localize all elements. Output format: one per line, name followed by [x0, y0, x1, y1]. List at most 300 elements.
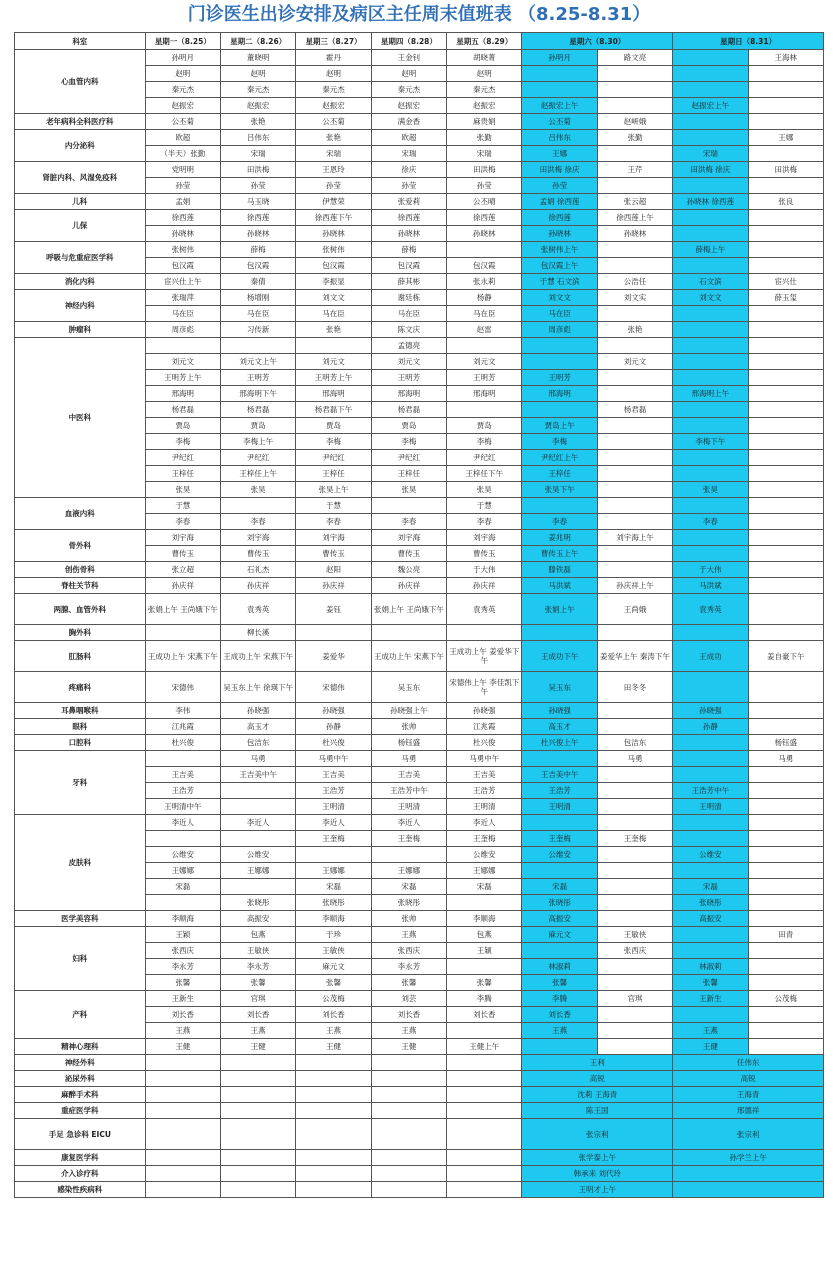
weekend-cell — [673, 50, 748, 66]
schedule-cell: 公丕晴 — [447, 194, 522, 210]
schedule-row — [15, 594, 824, 625]
schedule-cell: 王敏侠 — [296, 943, 371, 959]
weekend-cell: 陈王国 — [522, 1103, 673, 1119]
weekend-cell: 孟娟 徐西莲 — [522, 194, 597, 210]
department-name: 中医科 — [15, 338, 146, 498]
schedule-cell: 李近人 — [447, 815, 522, 831]
department-name: 内分泌科 — [15, 130, 146, 162]
schedule-cell: 秦元杰 — [221, 82, 296, 98]
weekend-cell: 王明芳 — [522, 370, 597, 386]
schedule-cell: 张西庆 — [145, 943, 220, 959]
schedule-cell: 薛梅 — [371, 242, 446, 258]
schedule-cell — [447, 1103, 522, 1119]
weekend-cell: 邢德祥 — [673, 1103, 824, 1119]
schedule-cell — [597, 863, 672, 879]
schedule-cell: 高玉才 — [221, 719, 296, 735]
schedule-cell: 张馨 — [221, 975, 296, 991]
schedule-cell — [597, 466, 672, 482]
schedule-cell — [296, 1055, 371, 1071]
schedule-cell: 邢海明 — [296, 386, 371, 402]
weekend-cell — [673, 815, 748, 831]
schedule-cell: 魏公亮 — [371, 562, 446, 578]
schedule-cell — [597, 98, 672, 114]
weekend-cell: 张娟上午 — [522, 594, 597, 625]
schedule-cell — [748, 911, 823, 927]
weekend-cell: 林淑莉 — [522, 959, 597, 975]
weekend-cell: 孙晓强 — [673, 703, 748, 719]
schedule-cell — [447, 1182, 522, 1198]
department-name: 皮肤科 — [15, 815, 146, 911]
schedule-cell: 马勇 — [748, 751, 823, 767]
schedule-cell: 官琪 — [597, 991, 672, 1007]
schedule-cell: 王浩芳 — [145, 783, 220, 799]
schedule-cell: 王海林 — [748, 50, 823, 66]
schedule-cell: 宋德伟 — [145, 672, 220, 703]
schedule-cell: 孙晓林 — [296, 226, 371, 242]
schedule-row — [15, 194, 824, 210]
schedule-cell: 王梓任 — [145, 466, 220, 482]
schedule-cell: 王明清 — [447, 799, 522, 815]
schedule-cell — [597, 338, 672, 354]
schedule-cell: 刘元文 — [296, 354, 371, 370]
schedule-cell: 马在臣 — [145, 306, 220, 322]
schedule-cell — [748, 863, 823, 879]
weekend-cell — [673, 625, 748, 641]
schedule-cell: 张爱莉 — [371, 194, 446, 210]
schedule-cell — [296, 1087, 371, 1103]
schedule-cell: 赵振宏 — [447, 98, 522, 114]
weekend-cell: 李春 — [673, 514, 748, 530]
schedule-cell: 刘文实 — [597, 290, 672, 306]
schedule-cell: 柳长溪 — [221, 625, 296, 641]
weekend-cell — [673, 114, 748, 130]
schedule-cell: 李梅上午 — [221, 434, 296, 450]
schedule-cell: 张艳 — [221, 114, 296, 130]
schedule-cell: 张勤 — [597, 130, 672, 146]
weekend-cell — [673, 450, 748, 466]
weekend-cell: 赵振宏上午 — [522, 98, 597, 114]
schedule-cell — [597, 975, 672, 991]
weekend-cell — [673, 927, 748, 943]
schedule-cell — [221, 879, 296, 895]
schedule-cell: 张晓彤 — [296, 895, 371, 911]
schedule-cell — [145, 751, 220, 767]
schedule-cell — [296, 338, 371, 354]
schedule-cell — [597, 719, 672, 735]
schedule-cell — [748, 354, 823, 370]
weekend-cell: 张学泰上午 — [522, 1150, 673, 1166]
schedule-cell: 杨君磊下午 — [296, 402, 371, 418]
schedule-cell: 马在臣 — [221, 306, 296, 322]
schedule-cell: 董晓明 — [221, 50, 296, 66]
schedule-cell: 公维安 — [447, 847, 522, 863]
schedule-cell — [371, 1150, 446, 1166]
schedule-cell: 于慧 — [296, 498, 371, 514]
schedule-cell: 李春 — [371, 514, 446, 530]
schedule-cell — [447, 1087, 522, 1103]
schedule-cell: 张良 — [748, 194, 823, 210]
schedule-row — [15, 1119, 824, 1150]
weekend-cell: 宋磊 — [673, 879, 748, 895]
schedule-cell — [748, 514, 823, 530]
schedule-cell: 孙庆祥 — [145, 578, 220, 594]
schedule-cell — [145, 1055, 220, 1071]
schedule-cell: 刘宇海 — [296, 530, 371, 546]
schedule-cell: 张娟上午 王尚娥下午 — [371, 594, 446, 625]
schedule-cell — [597, 625, 672, 641]
schedule-row — [15, 210, 824, 226]
weekend-cell — [522, 354, 597, 370]
schedule-cell: 张西庆 — [597, 943, 672, 959]
schedule-cell: 李近人 — [221, 815, 296, 831]
department-name: 眼科 — [15, 719, 146, 735]
schedule-cell — [748, 1023, 823, 1039]
schedule-cell — [145, 895, 220, 911]
schedule-cell: 马勇 — [371, 751, 446, 767]
weekend-cell — [673, 1007, 748, 1023]
schedule-row — [15, 703, 824, 719]
schedule-cell — [221, 783, 296, 799]
schedule-cell: 孙庆祥上午 — [597, 578, 672, 594]
schedule-cell: 秦元杰 — [145, 82, 220, 98]
schedule-cell: 包燕 — [447, 927, 522, 943]
schedule-cell: 公茂梅 — [748, 991, 823, 1007]
weekend-cell: 孙静 — [673, 719, 748, 735]
schedule-cell — [748, 338, 823, 354]
schedule-cell: 王健 — [221, 1039, 296, 1055]
schedule-cell: 赵雷 — [447, 322, 522, 338]
schedule-cell: 王娜娜 — [296, 863, 371, 879]
schedule-cell: 包洁东 — [221, 735, 296, 751]
schedule-sheet — [14, 32, 824, 1198]
schedule-cell: 王颖 — [447, 943, 522, 959]
schedule-cell: 孙明月 — [145, 50, 220, 66]
weekend-cell: 马洪斌 — [673, 578, 748, 594]
department-name: 脊柱关节科 — [15, 578, 146, 594]
schedule-cell — [145, 1119, 220, 1150]
schedule-cell: 杜兴俊 — [447, 735, 522, 751]
schedule-row — [15, 641, 824, 672]
schedule-cell: 张艳 — [296, 322, 371, 338]
schedule-cell: 包汉霞 — [296, 258, 371, 274]
schedule-row — [15, 719, 824, 735]
schedule-row — [15, 338, 824, 354]
schedule-cell — [748, 498, 823, 514]
weekend-cell: 王成功 — [673, 641, 748, 672]
schedule-cell — [748, 799, 823, 815]
schedule-row — [15, 130, 824, 146]
schedule-cell — [221, 498, 296, 514]
schedule-cell: 孙莹 — [296, 178, 371, 194]
schedule-cell: 李顺海 — [296, 911, 371, 927]
schedule-cell: 满金香 — [371, 114, 446, 130]
schedule-cell — [221, 338, 296, 354]
schedule-cell: 尹纪红 — [296, 450, 371, 466]
weekend-cell: 孙莹 — [522, 178, 597, 194]
schedule-cell: 刘长香 — [371, 1007, 446, 1023]
schedule-cell: 张艳 — [597, 322, 672, 338]
schedule-cell: 贾岛 — [145, 418, 220, 434]
schedule-cell — [748, 114, 823, 130]
header-mon: 星期一（8.25） — [145, 33, 220, 50]
weekend-cell — [522, 338, 597, 354]
schedule-cell — [447, 1119, 522, 1150]
schedule-cell — [748, 578, 823, 594]
schedule-cell: 孙晓强上午 — [371, 703, 446, 719]
weekend-cell — [522, 66, 597, 82]
schedule-cell: 张永莉 — [447, 274, 522, 290]
weekend-cell — [673, 831, 748, 847]
schedule-cell — [296, 847, 371, 863]
schedule-cell: 秦倩 — [221, 274, 296, 290]
schedule-cell — [597, 895, 672, 911]
schedule-cell: 王梓任下午 — [447, 466, 522, 482]
weekend-cell: 王吉美中午 — [522, 767, 597, 783]
schedule-cell: 李春 — [447, 514, 522, 530]
schedule-cell — [597, 386, 672, 402]
weekend-cell — [673, 943, 748, 959]
schedule-cell: 刘宇海 — [371, 530, 446, 546]
schedule-cell: 孙晓林 — [221, 226, 296, 242]
weekend-cell — [673, 1166, 824, 1182]
schedule-cell: 尹纪红 — [221, 450, 296, 466]
schedule-cell — [597, 1039, 672, 1055]
department-name: 心血管内科 — [15, 50, 146, 114]
weekend-cell — [673, 66, 748, 82]
schedule-cell: 张勤 — [447, 130, 522, 146]
schedule-cell — [748, 672, 823, 703]
header-thu: 星期四（8.28） — [371, 33, 446, 50]
schedule-cell: 宋瑞 — [371, 146, 446, 162]
schedule-cell: 王敏侠 — [221, 943, 296, 959]
schedule-cell: 贾岛 — [447, 418, 522, 434]
schedule-cell — [221, 831, 296, 847]
schedule-cell: 王尚娥 — [597, 594, 672, 625]
schedule-cell: 张瑞萍 — [145, 290, 220, 306]
weekend-cell — [522, 751, 597, 767]
schedule-cell: 杨增刚 — [221, 290, 296, 306]
weekend-cell: 韩承来 刘代玲 — [522, 1166, 673, 1182]
schedule-cell: 李永芳 — [145, 959, 220, 975]
schedule-cell — [371, 625, 446, 641]
schedule-cell — [145, 831, 220, 847]
weekend-cell: 薛梅上午 — [673, 242, 748, 258]
weekend-cell: 高振安 — [522, 911, 597, 927]
schedule-cell: 江兆霞 — [447, 719, 522, 735]
weekend-cell: 王利 — [522, 1055, 673, 1071]
weekend-cell: 于大伟 — [673, 562, 748, 578]
weekend-cell: 孙学兰上午 — [673, 1150, 824, 1166]
schedule-cell: 习传新 — [221, 322, 296, 338]
schedule-cell: 邢海明 — [371, 386, 446, 402]
weekend-cell: 刘长香 — [522, 1007, 597, 1023]
schedule-cell: 田洪梅 — [447, 162, 522, 178]
weekend-cell — [522, 1039, 597, 1055]
schedule-cell: 于珍 — [296, 927, 371, 943]
schedule-cell — [371, 1119, 446, 1150]
weekend-cell: 周彦彪 — [522, 322, 597, 338]
schedule-cell: 徐西莲 — [145, 210, 220, 226]
schedule-cell — [748, 703, 823, 719]
schedule-cell: 公浩任 — [597, 274, 672, 290]
schedule-cell: 包洁东 — [597, 735, 672, 751]
schedule-row — [15, 322, 824, 338]
schedule-cell: 公维安 — [145, 847, 220, 863]
schedule-cell — [296, 1119, 371, 1150]
weekend-cell: 孙晓强 — [522, 703, 597, 719]
schedule-cell: 刘元文 — [371, 354, 446, 370]
weekend-cell — [673, 258, 748, 274]
weekend-cell — [673, 82, 748, 98]
schedule-cell: 王健上午 — [447, 1039, 522, 1055]
schedule-cell: 王吉美 — [145, 767, 220, 783]
schedule-cell — [597, 562, 672, 578]
schedule-cell: 李梅 — [296, 434, 371, 450]
schedule-cell — [748, 258, 823, 274]
schedule-cell: 张昊 — [221, 482, 296, 498]
schedule-cell: 王燕 — [371, 927, 446, 943]
schedule-cell: 曹传玉 — [296, 546, 371, 562]
schedule-cell: 王吉美 — [447, 767, 522, 783]
schedule-cell: 公丕菊 — [145, 114, 220, 130]
schedule-cell — [748, 226, 823, 242]
schedule-cell — [748, 943, 823, 959]
schedule-cell: 杨静 — [447, 290, 522, 306]
schedule-cell: 宋磊 — [296, 879, 371, 895]
schedule-cell: 王娜娜 — [371, 863, 446, 879]
weekend-cell: 王健 — [673, 1039, 748, 1055]
weekend-cell: 张晓彤 — [522, 895, 597, 911]
weekend-cell: 马在臣 — [522, 306, 597, 322]
schedule-cell — [748, 82, 823, 98]
schedule-cell — [597, 498, 672, 514]
schedule-cell: 杨钰盛 — [748, 735, 823, 751]
schedule-cell: 秦元杰 — [296, 82, 371, 98]
weekend-cell: 张昊下午 — [522, 482, 597, 498]
schedule-cell — [748, 386, 823, 402]
schedule-cell: 田青 — [748, 927, 823, 943]
weekend-cell: 孙明月 — [522, 50, 597, 66]
schedule-cell: 徐西莲上午 — [597, 210, 672, 226]
department-name: 产科 — [15, 991, 146, 1039]
schedule-cell — [748, 879, 823, 895]
schedule-cell: 于慧 — [447, 498, 522, 514]
department-name: 手足 急诊科 EICU — [15, 1119, 146, 1150]
weekend-cell: 王娜 — [522, 146, 597, 162]
schedule-cell: 杨君磊 — [371, 402, 446, 418]
schedule-cell — [748, 322, 823, 338]
weekend-cell: 张宗利 — [522, 1119, 673, 1150]
weekend-cell: 李春 — [522, 514, 597, 530]
weekend-cell: 王明清 — [522, 799, 597, 815]
schedule-cell: 张树伟 — [145, 242, 220, 258]
weekend-cell: 张树伟上午 — [522, 242, 597, 258]
schedule-cell — [597, 546, 672, 562]
weekend-cell: 徐西莲 — [522, 210, 597, 226]
schedule-cell — [748, 815, 823, 831]
schedule-cell: 孙莹 — [221, 178, 296, 194]
schedule-cell — [748, 767, 823, 783]
weekend-cell — [673, 767, 748, 783]
weekend-cell: 麻元文 — [522, 927, 597, 943]
schedule-cell — [597, 482, 672, 498]
schedule-cell — [296, 1150, 371, 1166]
schedule-cell: 张帅 — [371, 719, 446, 735]
weekend-cell: 马洪斌 — [522, 578, 597, 594]
schedule-cell: 孟德亮 — [371, 338, 446, 354]
department-name: 疼痛科 — [15, 672, 146, 703]
schedule-cell: 张娟上午 王尚娥下午 — [145, 594, 220, 625]
schedule-cell: 张树伟 — [296, 242, 371, 258]
schedule-cell: 王燕 — [371, 1023, 446, 1039]
weekend-cell: 公维安 — [522, 847, 597, 863]
schedule-cell — [597, 370, 672, 386]
schedule-row — [15, 927, 824, 943]
schedule-cell: 麻贵娟 — [447, 114, 522, 130]
schedule-cell — [748, 895, 823, 911]
schedule-cell: 田冬冬 — [597, 672, 672, 703]
department-name: 消化内科 — [15, 274, 146, 290]
department-name: 血液内科 — [15, 498, 146, 530]
schedule-row — [15, 672, 824, 703]
schedule-cell: 宋瑞 — [221, 146, 296, 162]
weekend-cell — [673, 322, 748, 338]
schedule-cell: 李梅 — [145, 434, 220, 450]
schedule-cell — [597, 959, 672, 975]
weekend-cell: 高锐 — [522, 1071, 673, 1087]
schedule-cell: 刘宇海 — [145, 530, 220, 546]
header-dept: 科室 — [15, 33, 146, 50]
schedule-cell — [748, 450, 823, 466]
schedule-cell: 李腾 — [447, 991, 522, 1007]
weekend-cell — [522, 402, 597, 418]
schedule-cell: 张昊 — [371, 482, 446, 498]
schedule-cell: 田洪梅 — [748, 162, 823, 178]
schedule-cell: 孙静 — [296, 719, 371, 735]
department-name: 精神心理科 — [15, 1039, 146, 1055]
schedule-cell: 王吉美 — [371, 767, 446, 783]
schedule-cell: 马勇中午 — [447, 751, 522, 767]
schedule-cell: 马勇中午 — [296, 751, 371, 767]
department-name: 老年病科全科医疗科 — [15, 114, 146, 130]
schedule-cell — [748, 847, 823, 863]
schedule-cell — [748, 959, 823, 975]
schedule-cell: 王明芳 — [447, 370, 522, 386]
schedule-cell: 王健 — [145, 1039, 220, 1055]
schedule-cell — [597, 1023, 672, 1039]
schedule-cell — [748, 434, 823, 450]
schedule-row — [15, 1055, 824, 1071]
schedule-cell: 李梅 — [371, 434, 446, 450]
schedule-cell: 刘长香 — [145, 1007, 220, 1023]
schedule-cell: 秦元杰 — [447, 82, 522, 98]
weekend-cell: 田洪梅 徐庆 — [673, 162, 748, 178]
weekend-cell: 林淑莉 — [673, 959, 748, 975]
schedule-cell: 王燕 — [296, 1023, 371, 1039]
department-name: 两腺、血管外科 — [15, 594, 146, 625]
schedule-cell — [447, 625, 522, 641]
schedule-row — [15, 735, 824, 751]
schedule-cell — [221, 1103, 296, 1119]
schedule-cell — [371, 1182, 446, 1198]
schedule-cell: 王颖 — [145, 927, 220, 943]
weekend-cell: 吴玉东 — [522, 672, 597, 703]
schedule-cell — [597, 911, 672, 927]
schedule-cell: 赵明 — [296, 66, 371, 82]
schedule-cell: 袁秀英 — [221, 594, 296, 625]
schedule-cell: 张晓彤 — [371, 895, 446, 911]
schedule-cell: 马在臣 — [447, 306, 522, 322]
